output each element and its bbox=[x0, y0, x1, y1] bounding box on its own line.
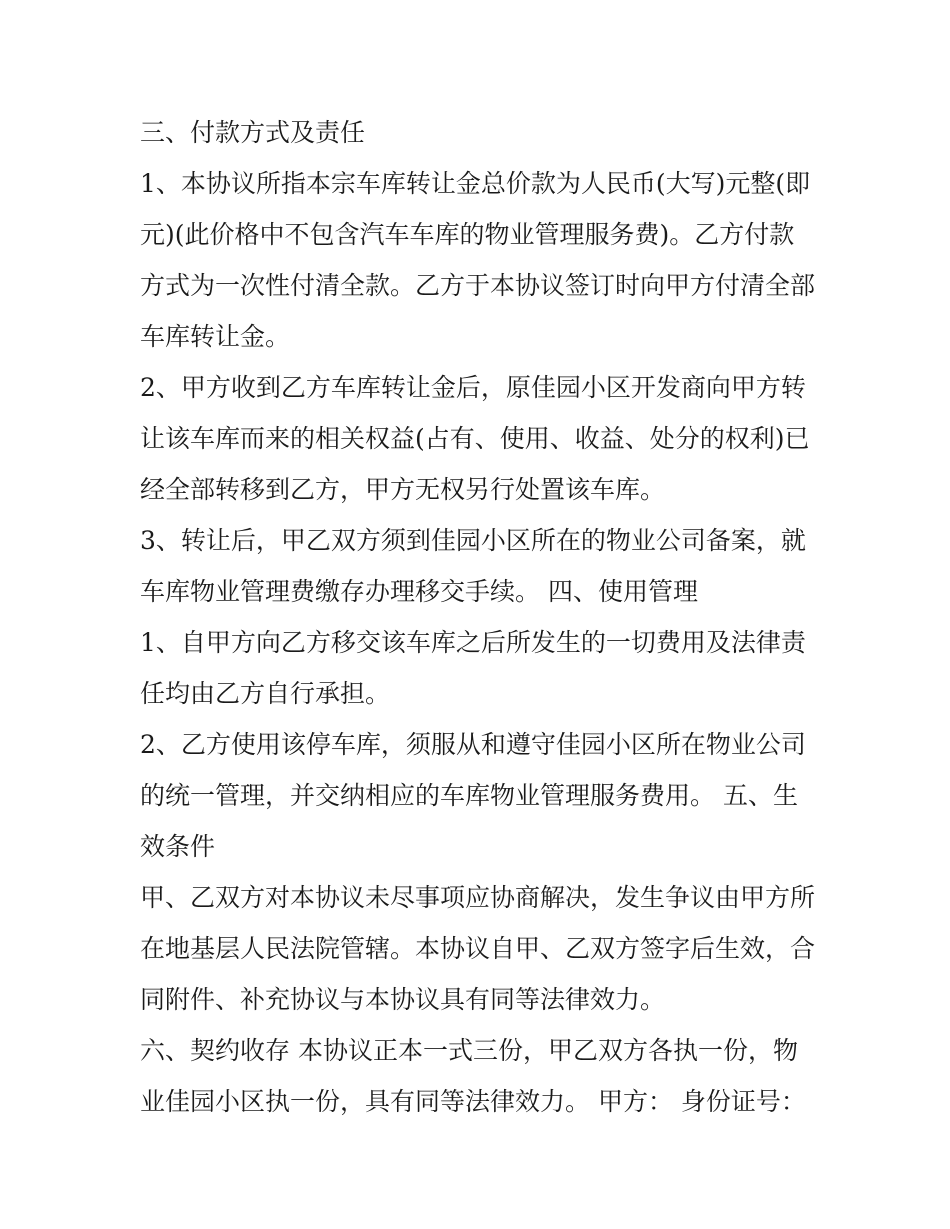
paragraph-line: 车库物业管理费缴存办理移交手续。 四、使用管理 bbox=[140, 577, 698, 606]
paragraph-line: 让该车库而来的相关权益(占有、使用、收益、处分的权利)已 bbox=[140, 424, 810, 453]
document-body bbox=[140, 107, 820, 1127]
paragraph-line: 方式为一次性付清全款。乙方于本协议签订时向甲方付清全部 bbox=[140, 271, 816, 300]
paragraph-line: 同附件、补充协议与本协议具有同等法律效力。 bbox=[140, 985, 666, 1014]
section-heading-payment: 三、付款方式及责任 bbox=[140, 118, 366, 147]
paragraph-line: 1、自甲方向乙方移交该车库之后所发生的一切费用及法律责 bbox=[140, 628, 806, 657]
paragraph-line: 车库转让金。 bbox=[140, 322, 291, 351]
paragraph-line: 业佳园小区执一份，具有同等法律效力。 甲方： 身份证号： bbox=[140, 1087, 806, 1116]
paragraph-line: 2、乙方使用该停车库，须服从和遵守佳园小区所在物业公司 bbox=[140, 730, 806, 759]
paragraph-line: 2、甲方收到乙方车库转让金后，原佳园小区开发商向甲方转 bbox=[140, 373, 806, 402]
paragraph-line: 3、转让后，甲乙双方须到佳园小区所在的物业公司备案，就 bbox=[140, 526, 806, 555]
paragraph-line: 效条件 bbox=[140, 832, 216, 861]
paragraph-line: 的统一管理，并交纳相应的车库物业管理服务费用。 五、生 bbox=[140, 781, 798, 810]
paragraph-line: 六、契约收存 本协议正本一式三份，甲乙双方各执一份，物 bbox=[140, 1036, 798, 1065]
paragraph-line: 经全部转移到乙方，甲方无权另行处置该车库。 bbox=[140, 475, 666, 504]
paragraph-line: 元)(此价格中不包含汽车车库的物业管理服务费)。乙方付款 bbox=[140, 220, 795, 249]
paragraph-line: 在地基层人民法院管辖。本协议自甲、乙双方签字后生效，合 bbox=[140, 934, 816, 963]
paragraph-line: 1、本协议所指本宗车库转让金总价款为人民币(大写)元整(即 bbox=[140, 169, 811, 198]
paragraph-line: 甲、乙双方对本协议未尽事项应协商解决，发生争议由甲方所 bbox=[140, 883, 816, 912]
paragraph-line: 任均由乙方自行承担。 bbox=[140, 679, 391, 708]
